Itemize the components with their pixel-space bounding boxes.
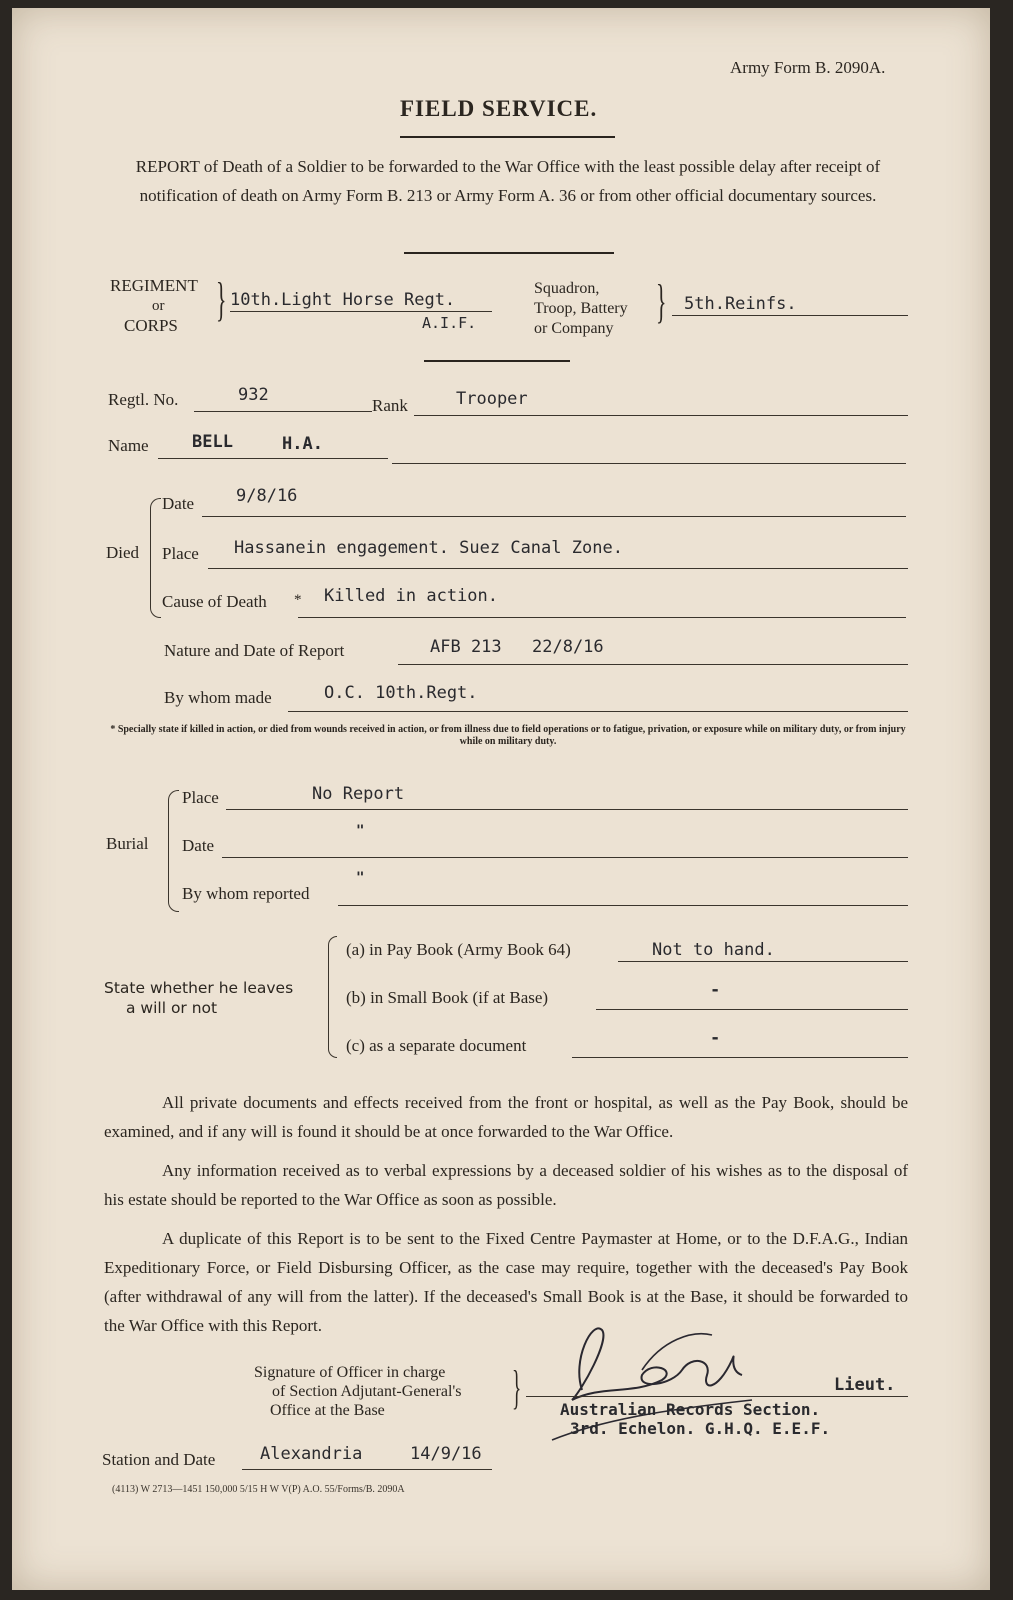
instruction-paragraph-2: Any information received as to verbal expressions by a deceased soldier of his wishes as to the disposal of his estate should be reported to the War Office as soon as possible. [104, 1161, 908, 1209]
will-a-line [618, 961, 908, 962]
nature-label: Nature and Date of Report [164, 641, 345, 660]
rank-line [414, 415, 908, 416]
surname-line [158, 458, 388, 459]
cause-footnote-mark: * [294, 592, 302, 608]
print-code: (4113) W 2713—1451 150,000 5/15 H W V(P) A.O. 55/Forms/B. 2090A [112, 1484, 405, 1495]
will-c-value: - [710, 1028, 721, 1048]
burial-place-label: Place [182, 788, 219, 807]
burial-reported-label: By whom reported [182, 884, 310, 903]
cause-label: Cause of Death [162, 592, 267, 611]
will-c-line [572, 1057, 908, 1058]
company-label: or Company [534, 320, 614, 337]
name-label: Name [108, 436, 149, 455]
signature-label-line-2: of Section Adjutant-General's [272, 1383, 462, 1400]
signature-label-line-3: Office at the Base [270, 1402, 385, 1419]
regiment-value: 10th.Light Horse Regt. [230, 290, 456, 310]
regiment-line [230, 311, 492, 312]
burial-date-value: " [356, 823, 365, 839]
signature-line [526, 1396, 908, 1397]
burial-place-value: No Report [312, 784, 405, 804]
echelon-stamp: 3rd. Echelon. G.H.Q. E.E.F. [570, 1419, 831, 1438]
squadron-label: Squadron, [534, 280, 600, 297]
will-c-label: (c) as a separate document [346, 1036, 527, 1055]
surname-value: BELL [192, 432, 233, 452]
regiment-value-aif: A.I.F. [422, 314, 477, 332]
will-label-line-1: State whether he leaves [104, 979, 294, 997]
station-label: Station and Date [102, 1450, 216, 1469]
will-b-value: - [710, 980, 721, 1000]
form-title: FIELD SERVICE. [400, 96, 598, 121]
cause-line [298, 617, 906, 618]
regiment-label: REGIMENT [110, 276, 198, 295]
nature-value: AFB 213 [430, 637, 502, 657]
squadron-brace: } [656, 275, 667, 328]
will-a-label: (a) in Pay Book (Army Book 64) [346, 940, 571, 959]
died-brace [150, 498, 161, 618]
burial-brace [168, 790, 179, 912]
died-date-label: Date [162, 494, 195, 513]
regtl-no-value: 932 [238, 385, 269, 405]
station-value: Alexandria [260, 1444, 363, 1464]
will-a-value: Not to hand. [652, 940, 775, 960]
nature-line [398, 664, 908, 665]
title-divider [400, 136, 615, 138]
burial-label: Burial [106, 834, 149, 853]
troop-battery-label: Troop, Battery [534, 300, 628, 317]
intro-divider [404, 252, 614, 254]
regiment-brace: } [216, 273, 227, 326]
died-date-value: 9/8/16 [236, 486, 298, 506]
by-whom-value: O.C. 10th.Regt. [324, 683, 478, 703]
rank-label: Rank [372, 396, 408, 415]
cause-value: Killed in action. [324, 586, 498, 606]
died-place-value: Hassanein engagement. Suez Canal Zone. [234, 538, 623, 558]
will-b-label: (b) in Small Book (if at Base) [346, 988, 549, 1007]
will-label-line-2: a will or not [126, 999, 218, 1017]
intro-paragraph: REPORT of Death of a Soldier to be forwarded to the War Office with the least possible delay after receipt of notification of death on Army Form B. 213 or Army Form A. 36 or from other official documentary sources. [135, 157, 881, 205]
by-whom-line [288, 711, 908, 712]
instruction-paragraph-3: A duplicate of this Report is to be sent to the Fixed Centre Paymaster at Home, or to the D.F.A.G., Indian Expeditionary Force, or Field Disbursing Officer, as the case may require, together with the deceased's Pay Book (after withdrawal of any will from the latter). If the deceased's Small Book is at the Base, it should be forwarded to the War Office with this Report. [104, 1229, 908, 1335]
regtl-no-line [194, 411, 372, 412]
initials-line [392, 463, 906, 464]
form-reference: Army Form B. 2090A. [730, 58, 886, 77]
unit-divider [424, 360, 570, 362]
will-b-line [596, 1009, 908, 1010]
squadron-value: 5th.Reinfs. [684, 294, 797, 314]
station-date-value: 14/9/16 [410, 1444, 482, 1464]
initials-value: H.A. [282, 434, 323, 454]
station-line [242, 1469, 492, 1470]
burial-reported-line [338, 905, 908, 906]
corps-label: CORPS [124, 316, 178, 335]
instruction-paragraph-1: All private documents and effects received from the front or hospital, as well as the Pay Book, should be examined, and if any will is found it should be at once forwarded to the War Office. [104, 1093, 908, 1141]
died-date-line [202, 516, 906, 517]
died-place-label: Place [162, 544, 199, 563]
burial-date-line [222, 857, 908, 858]
died-place-line [208, 568, 908, 569]
signature-label-line-1: Signature of Officer in charge [254, 1364, 446, 1381]
burial-reported-value: " [356, 870, 365, 886]
rank-value: Trooper [456, 389, 528, 409]
regiment-or-label: or [152, 298, 165, 314]
cause-footnote: * Specially state if killed in action, or died from wounds received in action, or from illness due to field operations or to fatigue, privation, or exposure while on military duty, or from injury while on military duty. [110, 724, 906, 747]
records-section-stamp: Australian Records Section. [560, 1400, 821, 1419]
squadron-line [672, 315, 908, 316]
form-sheet [12, 8, 990, 1590]
regtl-no-label: Regtl. No. [108, 390, 179, 409]
will-brace [328, 936, 337, 1058]
burial-date-label: Date [182, 836, 215, 855]
burial-place-line [226, 809, 908, 810]
signature-brace: } [512, 1361, 522, 1414]
nature-date-value: 22/8/16 [532, 637, 604, 657]
signature-rank: Lieut. [834, 1375, 896, 1395]
by-whom-label: By whom made [164, 688, 272, 707]
died-label: Died [106, 543, 140, 562]
